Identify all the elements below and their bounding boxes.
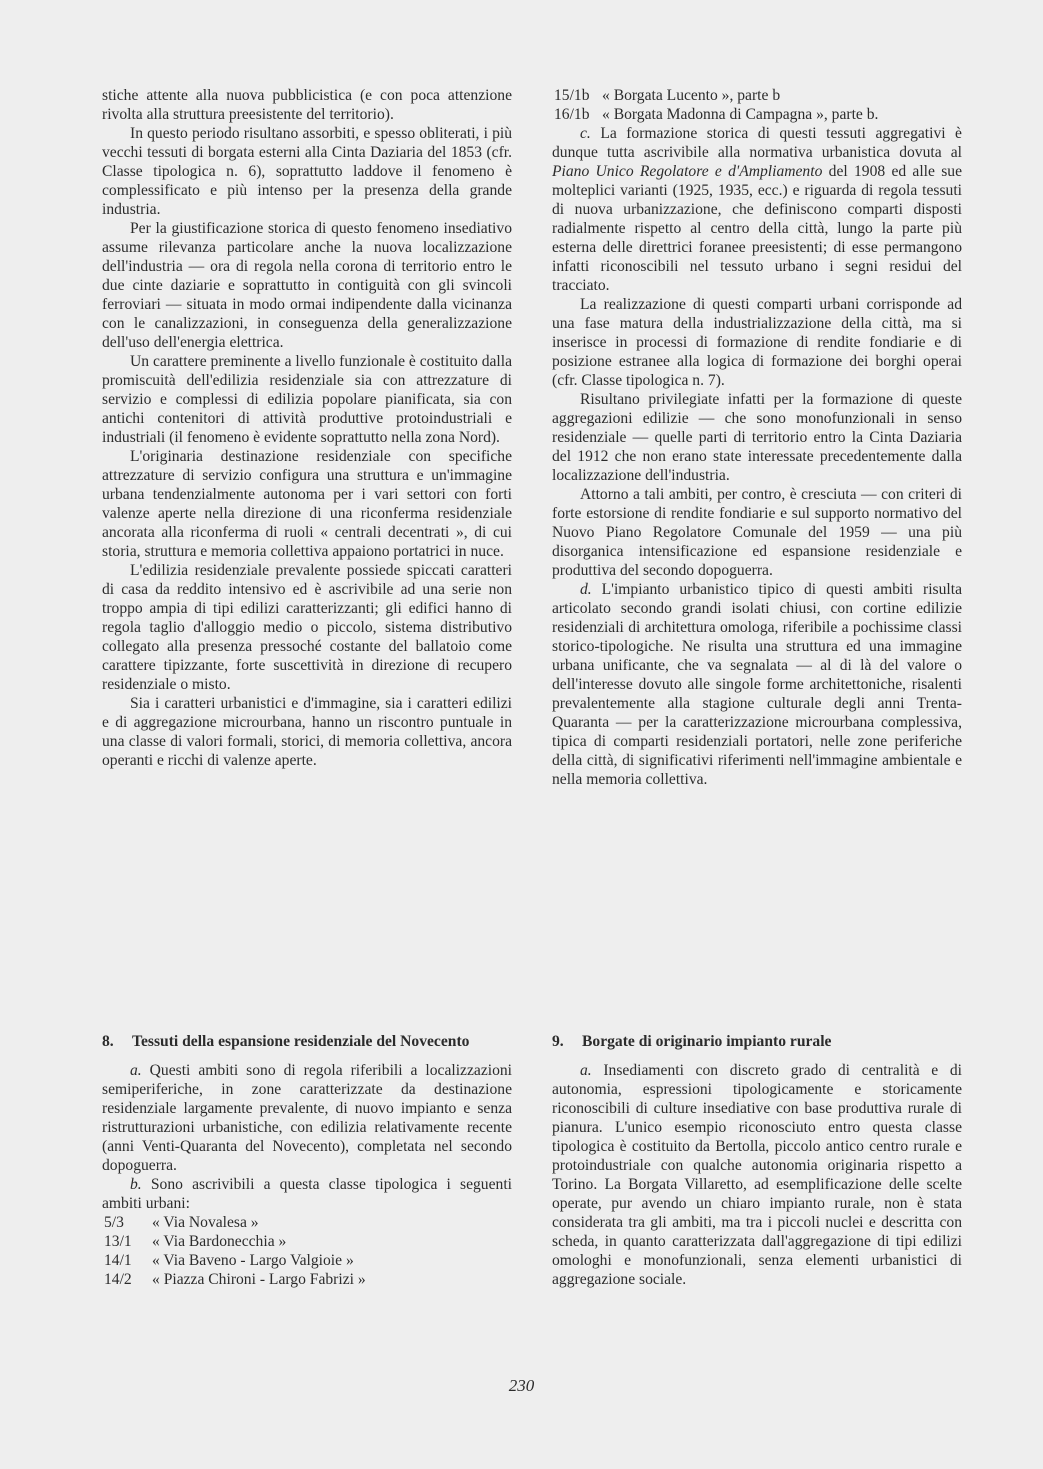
section-title: Borgate di originario impianto rurale <box>582 1033 832 1050</box>
list-item <box>102 1232 512 1251</box>
section-9 <box>552 1032 962 1289</box>
paragraph: stiche attente alla nuova pubblicistica (e con poca attenzione rivolta alla struttura preesistente del territorio). <box>102 87 512 123</box>
paragraph: In questo periodo risultano assorbiti, e spesso obliterati, i più vecchi tessuti di borgata esterni alla Cinta Daziaria del 1853 (cfr. Classe tipologica n. 6), soprattutto laddove il fenomeno è complessificato e più intenso per la presenza della grande industria. <box>102 125 512 218</box>
list-item <box>552 86 962 105</box>
list-item-name: « Borgata Madonna di Campagna », parte b. <box>602 106 879 123</box>
list-item-code: 15/1b <box>554 87 590 104</box>
paragraph-a-text: Questi ambiti sono di regola riferibili a localizzazioni semiperiferiche, in zone caratterizzate da destinazione residenziale largamente prevalente, di nuovo impianto e senza ristrutturazioni urbanistiche, con edilizia relativamente recente (anni Venti-Quaranta del Novecento), completata nel secondo dopoguerra. <box>102 1062 512 1174</box>
list-item <box>102 1270 512 1289</box>
list-item-name: « Via Novalesa » <box>152 1214 259 1231</box>
paragraph: L'originaria destinazione residenziale con specifiche attrezzature di servizio configura una struttura e un'immagine urbana tendenzialmente autonoma per i vari settori con forti valenze aperte nella direzione di una riconferma residenziale ancorata alla riconferma di ruoli « centrali decentrati », di cui storia, struttura e memoria collettiva appaiono portatrici in nuce. <box>102 448 512 560</box>
list-item-code: 13/1 <box>104 1233 132 1250</box>
paragraph: Risultano privilegiate infatti per la formazione di queste aggregazioni edilizie — che sono monofunzionali in senso residenziale — quelle parti di territorio entro la Cinta Daziaria del 1912 che non erano state interessate precedentemente dalla localizzazione dell'industria. <box>552 391 962 484</box>
list-item <box>552 105 962 124</box>
paragraph: Per la giustificazione storica di questo fenomeno insediativo assume rilevanza particolare anche la nuova localizzazione dell'industria — ora di regola nella corona di territorio entro le due cinte daziarie e soprattutto in contiguità con gli svincoli ferroviari — situata in modo ormai indipendente dalla vicinanza con le canalizzazioni, in conseguenza della generalizzazione dell'uso dell'energia elettrica. <box>102 220 512 351</box>
paragraph-b <box>102 1175 512 1213</box>
list-item-code: 5/3 <box>104 1214 124 1231</box>
paragraph-letter: c. <box>580 125 591 142</box>
list-item-name: « Via Baveno - Largo Valgioie » <box>152 1252 354 1269</box>
paragraph-b-text: Sono ascrivibili a questa classe tipologica i seguenti ambiti urbani: <box>102 1176 512 1212</box>
paragraph-c <box>552 124 962 295</box>
paragraph-d <box>552 580 962 789</box>
section-number: 8. <box>102 1033 114 1050</box>
list-item-name: « Borgata Lucento », parte b <box>602 87 781 104</box>
list-item-name: « Piazza Chironi - Largo Fabrizi » <box>152 1271 366 1288</box>
list-item-name: « Via Bardonecchia » <box>152 1233 287 1250</box>
list-item <box>102 1213 512 1232</box>
column-top-right <box>552 86 962 789</box>
paragraph: Un carattere preminente a livello funzionale è costituito dalla promiscuità dell'edilizia residenziale sia con attrezzature di servizio e complessi di edilizia popolare pianificata, sia con antichi contenitori di attività produttive protoindustriali e industriali (il fenomeno è evidente soprattutto nella zona Nord). <box>102 353 512 446</box>
paragraph: Sia i caratteri urbanistici e d'immagine, sia i caratteri edilizi e di aggregazione microurbana, hanno un riscontro puntuale in una classe di valori formali, storici, di memoria collettiva, ancora operanti e ricchi di valenze aperte. <box>102 695 512 769</box>
plan-title: Piano Unico Regolatore e d'Ampliamento <box>552 163 823 180</box>
list-item-code: 14/2 <box>104 1271 132 1288</box>
paragraph-a <box>552 1061 962 1289</box>
list-item-code: 16/1b <box>554 106 590 123</box>
paragraph: L'edilizia residenziale prevalente possiede spiccati caratteri di casa da reddito intensivo ed è ascrivibile ad una serie non troppo ampia di tipi edilizi caratterizzanti; gli edifici hanno di regola taglio d'alloggio medio o piccolo, sistema distributivo collegato alla presenza pressoché costante del ballatoio come carattere tipizzante, forte suscettività in direzione di recupero residenziale o misto. <box>102 562 512 693</box>
list-item-code: 14/1 <box>104 1252 132 1269</box>
section-8 <box>102 1032 512 1289</box>
paragraph-c-after: del 1908 ed alle sue molteplici varianti (1925, 1935, ecc.) e riguarda di regola tessuti di nuova urbanizzazione, che definiscono comparti disposti radialmente rispetto al centro della città, lungo la parte più esterna delle direttrici foranee preesistenti; di esse permangono infatti riconoscibili nel tessuto urbano i segni residui del tracciato. <box>552 163 962 294</box>
page-number: 230 <box>508 1376 535 1395</box>
paragraph-letter: b. <box>130 1176 142 1193</box>
paragraph: La realizzazione di questi comparti urbani corrisponde ad una fase matura della industrializzazione della città, ma si inserisce in processi di formazione di rendite fondiarie e di posizione estranee alla logica di formazione dei borghi operai (cfr. Classe tipologica n. 7). <box>552 296 962 389</box>
paragraph-letter: d. <box>580 581 592 598</box>
section-heading <box>102 1032 512 1051</box>
paragraph-a-text: Insediamenti con discreto grado di centralità e di autonomia, espressioni tipologicamente e storicamente riconoscibili di culture insediative con base produttiva rurale di pianura. L'unico esempio riconosciuto entro questa classe tipologica è costituito da Bertolla, piccolo antico centro rurale e protoindustriale con qualche autonomia originaria rispetto a Torino. La Borgata Villaretto, ad esemplificazione delle scelte operate, pur avendo un chiaro impianto rurale, non è stata considerata tra gli ambiti, ma tra i piccoli nuclei e descritta con scheda, in quanto caratterizzata dall'aggregazione di tipi edilizi omologhi e monofunzionali, senza elementi urbanistici di aggregazione sociale. <box>552 1062 962 1288</box>
ambiti-list <box>102 1213 512 1289</box>
paragraph-letter: a. <box>580 1062 592 1079</box>
paragraph-d-text: L'impianto urbanistico tipico di questi ambiti risulta articolato secondo grandi isolati chiusi, con cortine edilizie residenziali di architettura omologa, riferibile a pochissime classi storico-tipologiche. Ne risulta una struttura ed una immagine urbana unificante, che va segnalata — al di là del valore o dell'interesse dovuto alle singole forme architettoniche, risalenti prevalentemente alla stagione culturale degli anni Trenta-Quaranta — per la caratterizzazione microurbana complessiva, tipica di comparti residenziali portatori, nelle zone periferiche della città, di significativi riferimenti nell'immagine ambientale e nella memoria collettiva. <box>552 581 962 788</box>
list-item <box>102 1251 512 1270</box>
section-number: 9. <box>552 1033 564 1050</box>
paragraph-c-before: La formazione storica di questi tessuti aggregativi è dunque tutta ascrivibile alla normativa urbanistica dovuta al <box>552 125 962 161</box>
section-heading <box>552 1032 962 1051</box>
column-top-left <box>102 86 512 770</box>
paragraph-a <box>102 1061 512 1175</box>
section-title: Tessuti della espansione residenziale del Novecento <box>132 1033 470 1050</box>
paragraph-letter: a. <box>130 1062 142 1079</box>
ambiti-list-continued <box>552 86 962 124</box>
paragraph: Attorno a tali ambiti, per contro, è cresciuta — con criteri di forte estorsione di rendite fondiarie e sul supporto normativo del Nuovo Piano Regolatore Comunale del 1959 — una più disorganica intensificazione ed espansione residenziale e produttiva del secondo dopoguerra. <box>552 486 962 579</box>
